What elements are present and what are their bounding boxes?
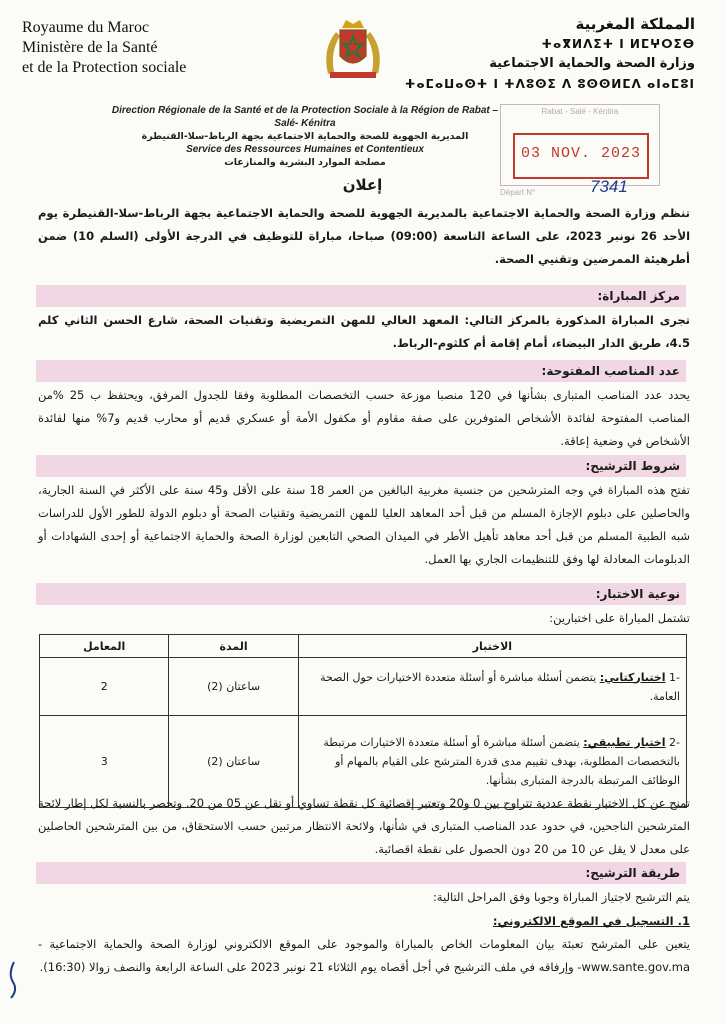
date-stamp (513, 133, 649, 179)
table-header-coefficient: المعامل (40, 635, 169, 658)
exam-intro: تشتمل المباراة على اختبارين: (549, 611, 690, 625)
method-intro: يتم الترشيح لاجتياز المباراة وجوبا وفق المراحل التالية: (432, 890, 690, 904)
direction-block (100, 104, 510, 169)
moroccan-coat-of-arms-icon (318, 14, 388, 84)
conditions-paragraph: تفتح هذه المباراة في وجه المترشحين من جنسية مغربية البالغين من العمر 18 سنة على الأقل و45 سنة على الأكثر في السنة الجارية، والحاصلين على دبلوم الإجازة المسلم من قبل أحد المعاهد العليا للمهن التمريضية وتقنيات الصحة أو دبلوم الدولة للطور الأول للدراسات شبه الطبية المسلم من قبل أحد معاهد تأهيل الأطر في الميدان الصحي التابعين لوزارة الصحة والحماية الاجتماعية أو إحدى الشهادات أو الدبلومات المعادلة لها وفق للتنظيمات الجاري بها العمل. (38, 483, 690, 566)
section-header-posts (36, 360, 686, 382)
tifinagh-header-line-1: ⵜⴰⴳⵍⴷⵉⵜ ⵏ ⵍⵎⵖⵔⵉⴱ (541, 37, 695, 51)
stamp-label: Départ N° (500, 188, 536, 197)
exam-description: يتضمن أسئلة مباشرة أو أسئلة متعددة الاختيارات مرتبطة بالتخصصات المطلوبة، بهدف تقييم مدى قدرة المترشح على القيام بالمهام أو الوظائف المرتبطة بالدرجة المتبارى بشأنها. (323, 736, 680, 787)
table-row (40, 658, 687, 716)
posts-paragraph: يحدد عدد المناصب المتبارى بشأنها في 120 منصبا موزعة حسب التخصصات المطلوبة وفقا للجدول المرفق، ويحتفظ ب 25 %من المناصب المفتوحة لفائدة الأشخاص المتوفرين على صفة مقاوم أو مكفول الأمة أو عسكري قديم أو محارب قديم و7% منها لفائدة الأشخاص في وضعية إعاقة. (38, 388, 691, 448)
arabic-header-line-1: المملكة المغربية (575, 15, 695, 33)
section-title-exam-type: نوعية الاختبار: (595, 587, 680, 601)
coefficient-cell: 3 (40, 716, 169, 808)
intro-paragraph: تنظم وزارة الصحة والحماية الاجتماعية بالمديرية الجهوية للصحة والحماية الاجتماعية بجهة الرباط-سلا-القنيطرة يوم الأحد 26 نونبر 2023، على الساعة التاسعة (09:00) صباحا، مباراة للتوظيف في الدرجة الأولى (السلم 10) ضمن أطرهيئة الممرضين وتقنيي الصحة. (38, 206, 691, 266)
grading-paragraph: تمنح عن كل الاختبار نقطة عددية تتراوح بين 0 و20 وتعتبر إقصائية كل نقطة تساوي أو تقل عن 05 من 20. وتحصر بالنسبة لكل إطار لائحة المترشحين الناجحين، في حدود عدد المناصب المتبارى في شأنها، ولائحة الانتظار مرتبين حسب الاستحقاق، من بين المترشحين الحاصلين على معدل لا يقل عن 10 من 20 دون الحصول على نقطة اقصائية. (38, 796, 691, 856)
exam-number: -1 (669, 670, 680, 684)
stamp-faint-text: Rabat - Salé - Kénitra (541, 107, 619, 116)
departure-stamp (500, 104, 660, 186)
french-header-line-1: Royaume du Maroc (22, 19, 150, 36)
arabic-header (405, 14, 695, 94)
page-title: إعلان (342, 176, 383, 194)
exam-number: -2 (669, 736, 680, 749)
direction-french: Direction Régionale de la Santé et de la Protection Sociale à la Région de Rabat –Salé- Kénitra (111, 105, 499, 129)
step1-title (38, 910, 690, 933)
handwritten-number: 7341 (590, 177, 628, 196)
duration-cell: ساعتان (2) (169, 658, 298, 716)
pen-mark-icon (6, 960, 20, 1000)
exam-name: اختباركتابي: (599, 670, 666, 684)
section-header-conditions (36, 455, 686, 477)
section-header-exam-type (36, 583, 686, 605)
arabic-header-line-2: وزارة الصحة والحماية الاجتماعية (489, 56, 695, 71)
table-header-row (40, 635, 687, 658)
duration-cell: ساعتان (2) (169, 716, 298, 808)
step1-title-text: 1. التسجيل في الموقع الالكتروني: (492, 914, 690, 928)
section-header-center (36, 285, 686, 307)
section-title-method: طريقة الترشيح: (585, 866, 680, 880)
service-french: Service des Ressources Humaines et Contentieux (186, 144, 424, 155)
section-title-center: مركز المباراة: (597, 289, 680, 303)
step1-paragraph: يتعين على المترشح تعبئة بيان المعلومات الخاص بالمباراة والموجود على الموقع الالكتروني لوزارة الصحة والحماية الاجتماعية -www.sante.gov.ma- وإرفاقه في ملف الترشيح في أجل أقصاه يوم الثلاثاء 21 نونبر 2023 على الساعة الرابعة والنصف زوالا (16:30). (38, 937, 690, 974)
service-arabic: مصلحة الموارد البشرية والمنازعات (224, 157, 386, 168)
coefficient-cell: 2 (40, 658, 169, 716)
section-title-conditions: شروط الترشيح: (585, 459, 680, 473)
table-header-exam: الاختبار (298, 635, 686, 658)
center-paragraph: تجرى المباراة المذكورة بالمركز التالي: المعهد العالي للمهن التمريضية وتقنيات الصحة، شارع الحسن الثاني كلم 4.5، طريق الدار البيضاء، أمام إقامة أم كلثوم-الرباط. (38, 313, 690, 350)
section-title-posts: عدد المناصب المفتوحة: (541, 364, 680, 378)
french-header-line-2: Ministère de la Santé (22, 39, 158, 56)
stamp-date: 03 NOV. 2023 (520, 145, 642, 162)
exam-name: اختبار تطبيقي: (583, 736, 666, 749)
exam-cell (298, 658, 686, 716)
section-header-method (36, 862, 686, 884)
table-header-duration: المدة (169, 635, 298, 658)
french-header-line-3: et de la Protection sociale (22, 59, 187, 76)
direction-arabic: المديرية الجهوية للصحة والحماية الاجتماعية بجهة الرباط-سلا-القنيطرة (141, 131, 469, 142)
tifinagh-header-line-2: ⵜⴰⵎⴰⵡⴰⵙⵜ ⵏ ⵜⴷⵓⵙⵉ ⴷ ⵓⵙⵙⵍⵎⴷ ⴰⵏⴰⵎⵓⵏ (404, 77, 695, 91)
french-header (22, 18, 186, 78)
exams-table (39, 634, 687, 808)
exam-description: يتضمن أسئلة مباشرة أو أسئلة متعددة الاختيارات حول الصحة العامة. (320, 670, 680, 703)
